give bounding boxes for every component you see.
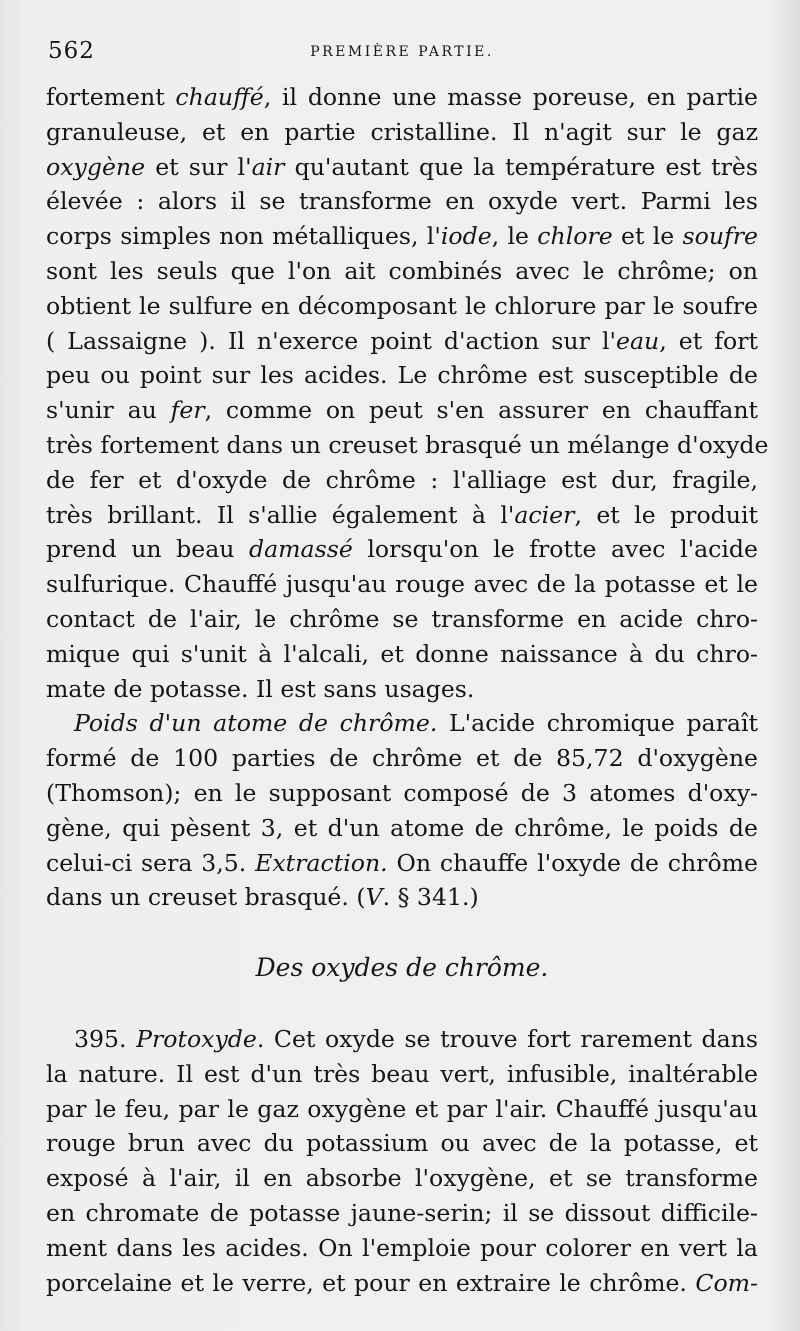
paragraph-chrome-properties: [46, 80, 769, 915]
text-line: [46, 672, 758, 707]
text-run: formé de 100 parties de chrôme et de 85,72 d'oxygène: [46, 744, 758, 773]
text-line: [46, 1057, 758, 1092]
text-line: [46, 358, 758, 393]
text-run: rouge brun avec du potassium ou avec de la potasse, et: [46, 1129, 758, 1158]
text-line: [46, 80, 758, 115]
italic-run: Extraction.: [255, 848, 388, 877]
text-run: dans un creuset brasqué. (: [46, 883, 366, 912]
text-run: la nature. Il est d'un très beau vert, infusible, inaltérable: [46, 1059, 758, 1088]
text-run: porcelaine et le verre, et pour en extraire le chrôme.: [46, 1268, 696, 1297]
text-run: , il donne une masse poreuse, en partie: [263, 83, 758, 111]
text-run: ( Lassaigne ). Il n'exerce point d'action sur l': [46, 326, 616, 355]
text-run: , et fort: [659, 326, 759, 355]
text-run: peu ou point sur les acides. Le chrôme est susceptible de: [46, 361, 758, 390]
text-line: [46, 1231, 758, 1266]
text-line: [46, 1266, 758, 1301]
text-run: exposé à l'air, il en absorbe l'oxygène, et se transforme: [46, 1164, 758, 1193]
text-run: On chauffe l'oxyde de chrôme: [387, 848, 758, 877]
body-text: [46, 80, 769, 1300]
italic-run: V: [365, 883, 383, 912]
text-run: de fer et d'oxyde de chrôme : l'alliage est dur, fragile,: [46, 465, 758, 494]
italic-run: Protoxyde: [136, 1024, 257, 1053]
text-line: [46, 1022, 758, 1057]
page-header: [46, 38, 758, 68]
text-line: [46, 498, 758, 533]
text-run: mique qui s'unit à l'alcali, et donne naissance à du chro-: [46, 639, 758, 668]
text-line: [46, 324, 758, 359]
text-run: . § 341.): [382, 883, 479, 912]
text-line: [46, 602, 758, 637]
text-line: [46, 567, 758, 602]
text-run: s'unir au: [46, 396, 171, 425]
text-run: prend un beau: [46, 535, 249, 564]
italic-run: Poids d'un atome de chrôme.: [74, 709, 438, 738]
text-run: gène, qui pèsent 3, et d'un atome de chrôme, le poids de: [46, 813, 758, 842]
text-line: [46, 254, 758, 289]
text-run: lorsqu'on le frotte avec l'acide: [352, 535, 758, 564]
text-line: [46, 532, 758, 567]
section-title: Des oxydes de chrôme.: [255, 953, 549, 983]
text-line: [46, 1126, 758, 1161]
text-run: fortement: [46, 83, 176, 111]
text-run: mate de potasse. Il est sans usages.: [46, 674, 475, 703]
text-run: sont les seuls que l'on ait combinés avec le chrôme; on: [46, 256, 758, 285]
text-run: 395.: [74, 1024, 137, 1053]
italic-run: acier: [514, 500, 575, 529]
text-run: , le: [491, 222, 538, 251]
text-line: [46, 115, 758, 150]
text-line: [46, 706, 758, 741]
text-run: granuleuse, et en partie cristalline. Il n'agit sur le gaz: [46, 117, 758, 146]
italic-run: damassé: [249, 535, 353, 564]
text-run: L'acide chromique paraît: [437, 709, 758, 738]
text-run: très brillant. Il s'allie également à l': [46, 500, 515, 529]
paragraph-protoxyde: [46, 1022, 758, 1300]
text-line: [46, 289, 758, 324]
text-run: sulfurique. Chauffé jusqu'au rouge avec de la potasse et le: [46, 570, 758, 599]
text-run: très fortement dans un creuset brasqué un mélange d'oxyde: [46, 430, 769, 459]
text-run: , et le produit: [574, 500, 758, 529]
italic-run: iode: [440, 222, 492, 251]
text-line: [46, 1092, 758, 1127]
text-line: [46, 880, 758, 915]
text-line: [46, 150, 758, 185]
italic-run: chauffé: [175, 83, 264, 111]
text-line: [46, 184, 758, 219]
text-line: [46, 219, 758, 254]
text-run: et le: [612, 222, 683, 251]
italic-run: fer: [170, 396, 205, 425]
text-run: (Thomson); en le supposant composé de 3 atomes d'oxy-: [46, 778, 758, 807]
text-line: [46, 741, 758, 776]
text-line: [46, 811, 758, 846]
text-run: en chromate de potasse jaune-serin; il se dissout difficile-: [46, 1198, 758, 1227]
text-run: élevée : alors il se transforme en oxyde vert. Parmi les: [46, 187, 758, 216]
text-run: . Cet oxyde se trouve fort rarement dans: [256, 1024, 758, 1053]
italic-run: Com-: [695, 1268, 758, 1297]
text-line: [46, 637, 758, 672]
running-head: PREMIÈRE PARTIE.: [310, 44, 494, 60]
text-run: obtient le sulfure en décomposant le chlorure par le soufre: [46, 291, 758, 320]
text-run: ment dans les acides. On l'emploie pour colorer en vert la: [46, 1233, 758, 1262]
text-run: celui-ci sera 3,5.: [46, 848, 256, 877]
text-run: et sur l': [145, 152, 252, 181]
text-line: [46, 1196, 758, 1231]
text-run: , comme on peut s'en assurer en chauffant: [204, 396, 758, 425]
text-line: [46, 776, 758, 811]
text-run: qu'autant que la température est très: [284, 152, 758, 181]
italic-run: soufre: [682, 222, 759, 251]
text-run: par le feu, par le gaz oxygène et par l'air. Chauffé jusqu'au: [46, 1094, 758, 1123]
text-run: contact de l'air, le chrôme se transforme en acide chro-: [46, 604, 758, 633]
italic-run: oxygène: [46, 152, 146, 181]
text-line: [46, 428, 769, 463]
text-line: [46, 1161, 758, 1196]
italic-run: chlore: [537, 222, 613, 251]
text-line: [46, 846, 758, 881]
italic-run: air: [251, 152, 285, 181]
text-run: corps simples non métalliques, l': [46, 222, 441, 251]
text-line: [46, 463, 758, 498]
italic-run: eau: [615, 326, 660, 355]
page-number: 562: [48, 38, 95, 64]
text-line: [46, 393, 758, 428]
